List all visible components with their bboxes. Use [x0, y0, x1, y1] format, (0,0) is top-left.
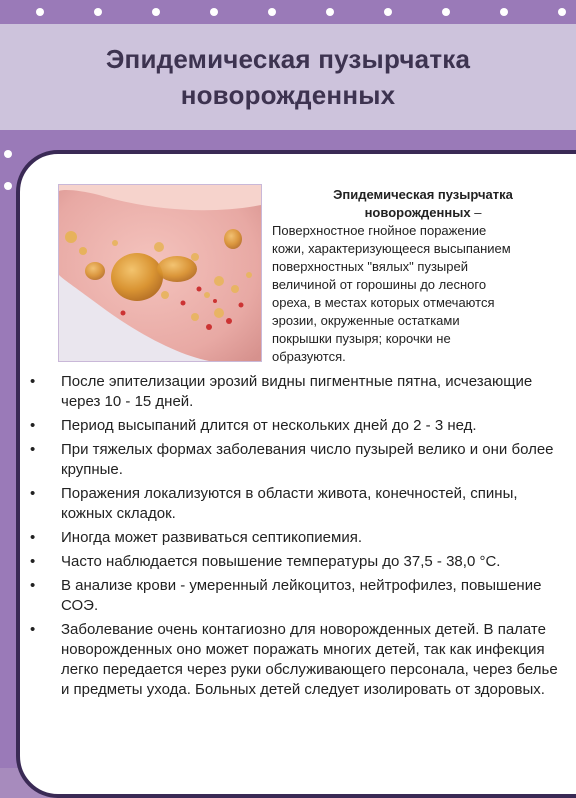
bullet-icon: •: [30, 529, 36, 546]
dot: [326, 8, 334, 16]
bullet-icon: •: [30, 485, 36, 502]
bullet-icon: •: [30, 441, 36, 458]
slide-title-line2: новорожденных: [180, 80, 396, 110]
definition-line: кожи, характеризующееся высыпанием: [272, 241, 511, 256]
bullet-text: Иногда может развиваться септикопиемия.: [61, 529, 363, 546]
slide-title: [106, 41, 470, 113]
bullet-text: Заболевание очень контагиозно для новорожденных детей. В палате новорожденных оно может поражать многих детей, так как инфекция легко передается через руки обслуживающего персонала, через белье и предметы ухода. Больных детей следует изолировать от здоровых.: [61, 621, 558, 698]
dot: [558, 8, 566, 16]
list-item: [30, 528, 558, 548]
bullet-icon: •: [30, 553, 36, 570]
dot: [94, 8, 102, 16]
bullet-icon: •: [30, 373, 36, 390]
definition-line: величиной от горошины до лесного: [272, 277, 487, 292]
bullet-text: После эпителизации эрозий видны пигментные пятна, исчезающие через 10 - 15 дней.: [61, 373, 533, 410]
bullet-text: В анализе крови - умеренный лейкоцитоз, нейтрофилез, повышение СОЭ.: [61, 577, 542, 614]
title-band: [0, 24, 576, 130]
bullet-text: Период высыпаний длится от нескольких дней до 2 - 3 нед.: [61, 417, 477, 434]
definition-term-line1: Эпидемическая пузырчатка: [333, 187, 513, 202]
definition-body: [272, 222, 568, 366]
bullet-text: При тяжелых формах заболевания число пузырей велико и они более крупные.: [61, 441, 554, 478]
bullet-list: [30, 372, 558, 704]
bullet-text: Поражения локализуются в области живота, конечностей, спины, кожных складок.: [61, 485, 518, 522]
dot: [4, 150, 12, 158]
dot: [268, 8, 276, 16]
photo-illustration: [59, 185, 261, 361]
bullet-text: Часто наблюдается повышение температуры до 37,5 - 38,0 °С.: [61, 553, 501, 570]
list-item: [30, 372, 558, 412]
definition-line: эрозии, окруженные остатками: [272, 313, 460, 328]
definition-text: [272, 186, 568, 366]
bullet-icon: •: [30, 577, 36, 594]
bullet-icon: •: [30, 417, 36, 434]
definition-line: поверхностных "вялых" пузырей: [272, 259, 468, 274]
skin-blisters-photo: [58, 184, 262, 362]
dot: [384, 8, 392, 16]
list-item: [30, 440, 558, 480]
definition-line: образуются.: [272, 349, 346, 364]
definition-dash: –: [470, 205, 482, 220]
list-item: [30, 484, 558, 524]
definition-line: Поверхностное гнойное поражение: [272, 223, 487, 238]
list-item: [30, 552, 558, 572]
definition-line: покрышки пузыря; корочки не: [272, 331, 451, 346]
top-dots-border: [0, 0, 576, 24]
definition-term: [272, 186, 568, 222]
dot: [36, 8, 44, 16]
slide-title-line1: Эпидемическая пузырчатка: [105, 44, 471, 74]
list-item: [30, 416, 558, 436]
dot: [500, 8, 508, 16]
definition-line: ореха, в местах которых отмечаются: [272, 295, 495, 310]
dot: [210, 8, 218, 16]
list-item: [30, 620, 558, 700]
definition-term-line2: новорожденных: [364, 205, 471, 220]
bullet-icon: •: [30, 621, 36, 638]
list-item: [30, 576, 558, 616]
dot: [442, 8, 450, 16]
dot: [4, 182, 12, 190]
dot: [152, 8, 160, 16]
